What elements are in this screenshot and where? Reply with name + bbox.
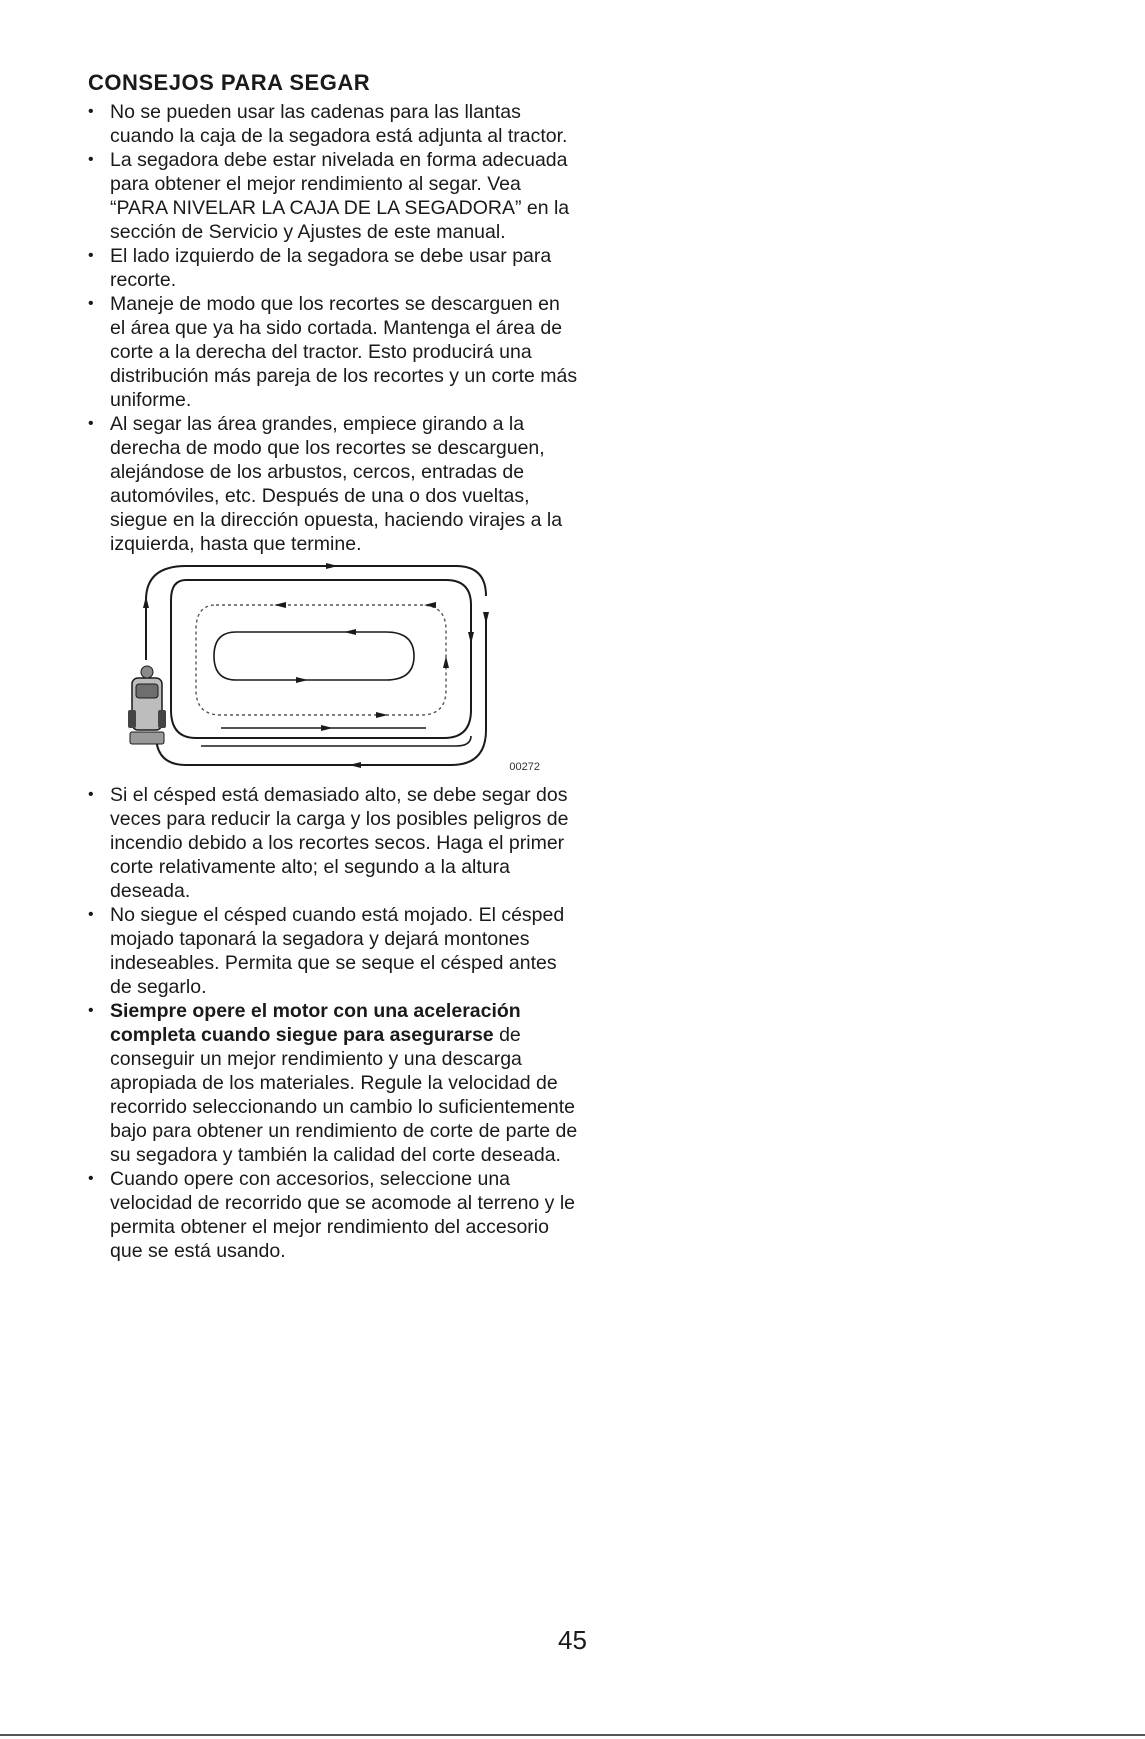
bullet-icon: •	[88, 906, 94, 923]
bullet-icon: •	[88, 151, 94, 168]
tip-item: • El lado izquierdo de la segadora se debe usar para recorte.	[88, 245, 552, 291]
tip-item: • Al segar las área grandes, empiece girando a la derecha de modo que los recortes se descarguen, alejándose de los arbustos, cercos, entradas de automóviles, etc. Después de una o dos vueltas, siegue en la dirección opuesta, haciendo virajes a la izquierda, hasta que termine.	[88, 413, 563, 555]
throttle-warning-text: de conseguir un mejor rendimiento y una descarga apropiada de los materiales. Regule la velocidad de recorrido seleccionando un cambio lo suficientemente bajo para obtener un rendimiento de corte de parte de su segadora y también la calidad del corte deseada.	[110, 1024, 578, 1166]
figure-code: 00272	[509, 761, 540, 773]
bullet-icon: •	[88, 415, 94, 432]
bullet-icon: •	[88, 103, 94, 120]
mowing-path-diagram	[126, 560, 546, 775]
mowing-tips-section	[88, 68, 578, 1263]
tip-item: • No se pueden usar las cadenas para las llantas cuando la caja de la segadora está adjunta al tractor.	[88, 101, 568, 147]
section-title: CONSEJOS PARA SEGAR	[88, 70, 371, 95]
page-number: 45	[558, 1625, 587, 1655]
bullet-icon: •	[88, 1170, 94, 1187]
mowing-pattern-figure	[126, 560, 546, 775]
tips-list-bottom	[88, 783, 578, 1263]
bottom-rule	[0, 1734, 1145, 1736]
bullet-icon: •	[88, 1002, 94, 1019]
tip-item-throttle	[88, 999, 578, 1167]
bullet-icon: •	[88, 295, 94, 312]
bullet-icon: •	[88, 247, 94, 264]
tip-item: • Si el césped está demasiado alto, se debe segar dos veces para reducir la carga y los posibles peligros de incendio debido a los recortes secos. Haga el primer corte relativamente alto; el segundo a la altura deseada.	[88, 784, 569, 902]
throttle-warning-bold: Siempre opere el motor con una aceleración completa cuando siegue para asegurarse	[110, 1000, 521, 1046]
bullet-icon: •	[88, 786, 94, 803]
tip-item: • Maneje de modo que los recortes se descarguen en el área que ya ha sido cortada. Mantenga el área de corte a la derecha del tractor. Esto producirá una distribución más pareja de los recortes y un corte más uniforme.	[88, 293, 578, 411]
tips-list-top	[88, 100, 578, 556]
tip-item: • La segadora debe estar nivelada en forma adecuada para obtener el mejor rendimiento al segar. Vea “PARA NIVELAR LA CAJA DE LA SEGADORA” en la sección de Servicio y Ajustes de este manual.	[88, 149, 570, 243]
tip-item: • Cuando opere con accesorios, seleccione una velocidad de recorrido que se acomode al terreno y le permita obtener el mejor rendimiento del accesorio que se está usando.	[88, 1168, 576, 1262]
riding-mower-icon	[128, 666, 166, 744]
tip-item: • No siegue el césped cuando está mojado. El césped mojado taponará la segadora y dejará montones indeseables. Permita que se seque el césped antes de segarlo.	[88, 904, 565, 998]
